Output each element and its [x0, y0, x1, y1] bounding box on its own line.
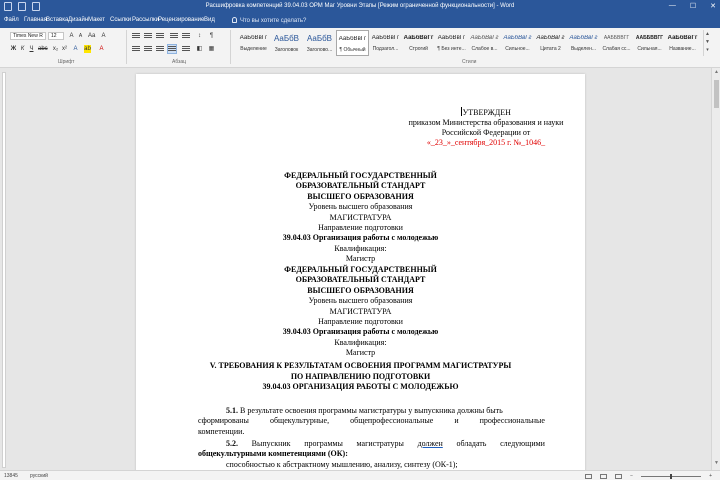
style-name: Заголово...: [306, 47, 333, 53]
zoom-out-icon[interactable]: −: [630, 473, 634, 479]
font-group-label: Шрифт: [58, 59, 75, 65]
paragraph-word: обладать: [456, 439, 487, 448]
align-center-icon[interactable]: [144, 45, 152, 53]
shrink-font-icon[interactable]: A: [78, 33, 83, 39]
style-item[interactable]: [435, 30, 468, 56]
paragraph-number: 5.1.: [226, 406, 238, 415]
document-page[interactable]: [136, 74, 585, 474]
font-name-box[interactable]: Times New R: [10, 32, 46, 40]
style-name: Подзагол...: [372, 46, 399, 52]
language-indicator[interactable]: русский: [30, 473, 48, 479]
title-bar: [0, 0, 720, 14]
decrease-indent-icon[interactable]: [170, 32, 178, 40]
direction-label: Направление подготовки: [318, 223, 403, 233]
style-name: Слабая сс...: [602, 46, 631, 52]
paragraph-word: магистратуры: [356, 439, 404, 448]
style-name: Сильное...: [505, 46, 530, 52]
style-item[interactable]: [336, 30, 369, 56]
standard-block-2: [156, 265, 565, 359]
paragraph-number: 5.2.: [226, 439, 238, 448]
style-sample: АаБбВ: [273, 34, 300, 43]
tab-layout[interactable]: Макет: [88, 17, 105, 23]
document-area: [0, 68, 720, 470]
style-sample: ААББВВГГ: [603, 35, 630, 41]
line-spacing-icon[interactable]: [182, 45, 190, 53]
word-count[interactable]: 13845: [4, 473, 18, 479]
block-heading: ОБРАЗОВАТЕЛЬНЫЙ СТАНДАРТ: [295, 275, 426, 285]
text-cursor: [461, 107, 462, 116]
bullets-icon[interactable]: [132, 32, 140, 40]
style-sample: АаБбВвГг: [569, 35, 598, 41]
grow-font-icon[interactable]: A: [69, 33, 74, 39]
web-layout-icon[interactable]: [615, 474, 622, 479]
font-size-box[interactable]: 12: [48, 32, 64, 40]
subscript-icon[interactable]: x₂: [52, 46, 59, 52]
paragraph-5-1: [198, 406, 545, 437]
increase-indent-icon[interactable]: [182, 32, 190, 40]
paragraph-line: [198, 406, 545, 416]
direction-value: 39.04.03 Организация работы с молодежью: [282, 233, 439, 243]
style-name: Выделение: [240, 46, 267, 52]
style-sample: АаБбВвГг: [503, 35, 532, 41]
style-name: ¶ Обычный: [339, 47, 366, 53]
block-heading: ФЕДЕРАЛЬНЫЙ ГОСУДАРСТВЕННЫЙ: [284, 265, 437, 274]
styles-group-label: Стили: [462, 59, 477, 65]
status-bar: [0, 470, 720, 480]
multilevel-list-icon[interactable]: [156, 32, 164, 40]
approval-line: приказом Министерства образования и науки: [408, 118, 564, 127]
style-name: Выделен...: [570, 46, 597, 52]
zoom-in-icon[interactable]: +: [709, 473, 712, 479]
paragraph-word: общекультурные,: [269, 416, 330, 426]
superscript-icon[interactable]: x²: [62, 46, 67, 52]
style-sample: АаБбВвГг: [371, 35, 400, 41]
paragraph-line: [198, 439, 545, 449]
style-item[interactable]: [534, 30, 567, 56]
text-effects-icon[interactable]: A: [73, 46, 78, 52]
heading-line: V. ТРЕБОВАНИЯ К РЕЗУЛЬТАТАМ ОСВОЕНИЯ ПРОГРАММ МАГИСТРАТУРЫ: [209, 361, 512, 370]
qualification-label: Квалификация:: [334, 243, 387, 253]
maximize-button[interactable]: ☐: [689, 3, 697, 10]
tab-mailings[interactable]: Рассылки: [132, 17, 159, 23]
paragraph-word-underlined: должен: [417, 439, 443, 448]
style-name: Сильная...: [637, 46, 662, 52]
standard-block-1: [156, 171, 565, 265]
change-case-icon[interactable]: Aa: [88, 33, 96, 39]
direction-label: Направление подготовки: [318, 317, 403, 327]
style-sample: АаБбВвГг: [338, 36, 367, 42]
approval-title-text: УТВЕРЖДЕН: [462, 108, 511, 117]
paragraph-word: общепрофессиональные: [350, 416, 434, 426]
paragraph-group-label: Абзац: [172, 59, 187, 65]
scroll-up-icon[interactable]: ▲: [714, 69, 719, 75]
read-mode-icon[interactable]: [585, 474, 592, 479]
style-item[interactable]: [303, 30, 336, 56]
ribbon-tabs: [0, 14, 720, 28]
close-button[interactable]: ✕: [710, 3, 716, 10]
print-layout-icon[interactable]: [600, 474, 607, 479]
paragraph-word: Выпускник: [251, 439, 291, 448]
paragraph-text: В результате освоения программы магистратуры у выпускника должны быть: [240, 406, 503, 415]
style-name: Слабое в...: [471, 46, 498, 52]
align-left-icon[interactable]: [132, 45, 140, 53]
style-name: Цитата 2: [540, 46, 561, 52]
block-heading: ОБРАЗОВАТЕЛЬНЫЙ СТАНДАРТ: [295, 181, 426, 191]
style-name: ¶ Без инте...: [437, 46, 466, 52]
strikethrough-icon[interactable]: abc: [38, 46, 48, 52]
approval-line: Российской Федерации от: [441, 128, 531, 137]
paragraph-line: общекультурными компетенциями (ОК):: [198, 449, 348, 459]
paragraph-word: сформированы: [198, 416, 249, 426]
scroll-thumb[interactable]: [714, 80, 719, 108]
tell-me-search[interactable]: [232, 17, 306, 24]
level-value: МАГИСТРАТУРА: [329, 212, 392, 222]
vertical-scrollbar[interactable]: [711, 68, 720, 470]
window-title: Расшифровка компетенций 39.04.03 ОРМ Маг Уровни Этапы [Режим ограниченной функциональности] - Word: [205, 3, 515, 9]
paragraph-word: программы: [304, 439, 343, 448]
numbering-icon[interactable]: [144, 32, 152, 40]
tab-insert[interactable]: Вставка: [46, 17, 69, 23]
style-item[interactable]: [402, 30, 435, 56]
tab-review[interactable]: Рецензирование: [158, 17, 205, 23]
underline-icon[interactable]: Ч: [29, 46, 34, 52]
style-sample: ААББВВГГ: [635, 35, 664, 41]
justify-icon[interactable]: [168, 45, 176, 53]
style-item[interactable]: [369, 30, 402, 56]
paragraph-5-2: [198, 439, 545, 460]
group-divider: [230, 30, 231, 64]
font-color-icon[interactable]: A: [99, 46, 104, 52]
sort-icon[interactable]: ↕: [198, 33, 201, 39]
styles-gallery: [237, 30, 705, 56]
style-name: Название...: [669, 46, 696, 52]
borders-icon[interactable]: ▦: [208, 46, 215, 52]
highlight-icon[interactable]: ab: [84, 46, 91, 52]
heading-line: 39.04.03 ОРГАНИЗАЦИЯ РАБОТЫ С МОЛОДЕЖЬЮ: [262, 382, 459, 391]
style-name: Заголовок: [274, 47, 299, 53]
style-item[interactable]: [666, 30, 699, 56]
shading-icon[interactable]: ◧: [196, 46, 203, 52]
tab-references[interactable]: Ссылки: [110, 17, 132, 23]
tab-view[interactable]: Вид: [204, 17, 215, 23]
chevron-down-icon[interactable]: ▼: [705, 39, 710, 45]
styles-scroll[interactable]: [703, 30, 711, 56]
zoom-thumb[interactable]: [670, 474, 672, 479]
heading-line: ПО НАПРАВЛЕНИЮ ПОДГОТОВКИ: [290, 371, 431, 381]
vertical-ruler: [2, 72, 6, 468]
tab-file[interactable]: Файл: [4, 17, 19, 23]
zoom-slider[interactable]: [641, 476, 701, 477]
ribbon: [0, 28, 720, 68]
tab-home[interactable]: Главная: [24, 17, 47, 23]
paragraph-line: [198, 416, 545, 426]
block-heading: ФЕДЕРАЛЬНЫЙ ГОСУДАРСТВЕННЫЙ: [284, 171, 437, 180]
style-sample: АаБбВвГг: [667, 35, 698, 41]
direction-value: 39.04.03 Организация работы с молодежью: [282, 327, 439, 337]
style-item[interactable]: [468, 30, 501, 56]
block-heading: ВЫСШЕГО ОБРАЗОВАНИЯ: [307, 285, 414, 295]
level-label: Уровень высшего образования: [308, 202, 413, 212]
qualification-value: Магистр: [345, 254, 376, 264]
italic-icon[interactable]: К: [20, 46, 25, 52]
competence-ok1: способностью к абстрактному мышлению, анализу, синтезу (ОК-1);: [226, 460, 458, 469]
tell-me-label: Что вы хотите сделать?: [240, 18, 307, 24]
paragraph-word: и: [454, 416, 459, 426]
window-controls: [669, 2, 716, 10]
style-sample: АаБбВвГг: [536, 35, 565, 41]
group-divider: [126, 30, 127, 64]
style-sample: АаБбВ: [306, 34, 333, 43]
chevron-up-icon[interactable]: ▲: [705, 31, 710, 37]
style-item[interactable]: [237, 30, 270, 56]
style-sample: АаБбВвГг: [437, 35, 466, 41]
paragraph-word: профессиональные: [479, 416, 545, 426]
style-name: Строгий: [409, 46, 428, 52]
qualification-value: Магистр: [345, 348, 376, 358]
bold-icon[interactable]: Ж: [10, 46, 17, 52]
style-item[interactable]: [633, 30, 666, 56]
tab-design[interactable]: Дизайн: [68, 17, 89, 23]
style-item[interactable]: [600, 30, 633, 56]
approval-title: [386, 107, 586, 118]
expand-gallery-icon[interactable]: ▾: [706, 47, 709, 53]
approval-block: [386, 107, 586, 148]
level-label: Уровень высшего образования: [308, 296, 413, 306]
approval-date: «_23_»_сентября_2015 г. №_1046_: [426, 138, 546, 147]
style-sample: АаБбВвГг: [239, 35, 268, 41]
style-item[interactable]: [270, 30, 303, 56]
block-heading: ВЫСШЕГО ОБРАЗОВАНИЯ: [307, 191, 414, 201]
view-controls: [585, 473, 712, 479]
style-sample: АаБбВвГг: [470, 35, 499, 41]
paragraph-word: следующими: [500, 439, 545, 448]
level-value: МАГИСТРАТУРА: [329, 306, 392, 316]
style-sample: АаБбВвГг: [403, 35, 434, 41]
style-item[interactable]: [567, 30, 600, 56]
qualification-label: Квалификация:: [334, 337, 387, 347]
style-item[interactable]: [501, 30, 534, 56]
paragraph-line: компетенции.: [198, 426, 245, 436]
section-heading: [156, 361, 565, 393]
align-right-icon[interactable]: [156, 45, 164, 53]
show-marks-icon[interactable]: ¶: [209, 33, 214, 39]
minimize-button[interactable]: —: [668, 2, 676, 9]
lightbulb-icon: [232, 17, 237, 23]
scroll-down-icon[interactable]: ▼: [714, 460, 719, 466]
clear-format-icon[interactable]: A: [101, 33, 106, 39]
